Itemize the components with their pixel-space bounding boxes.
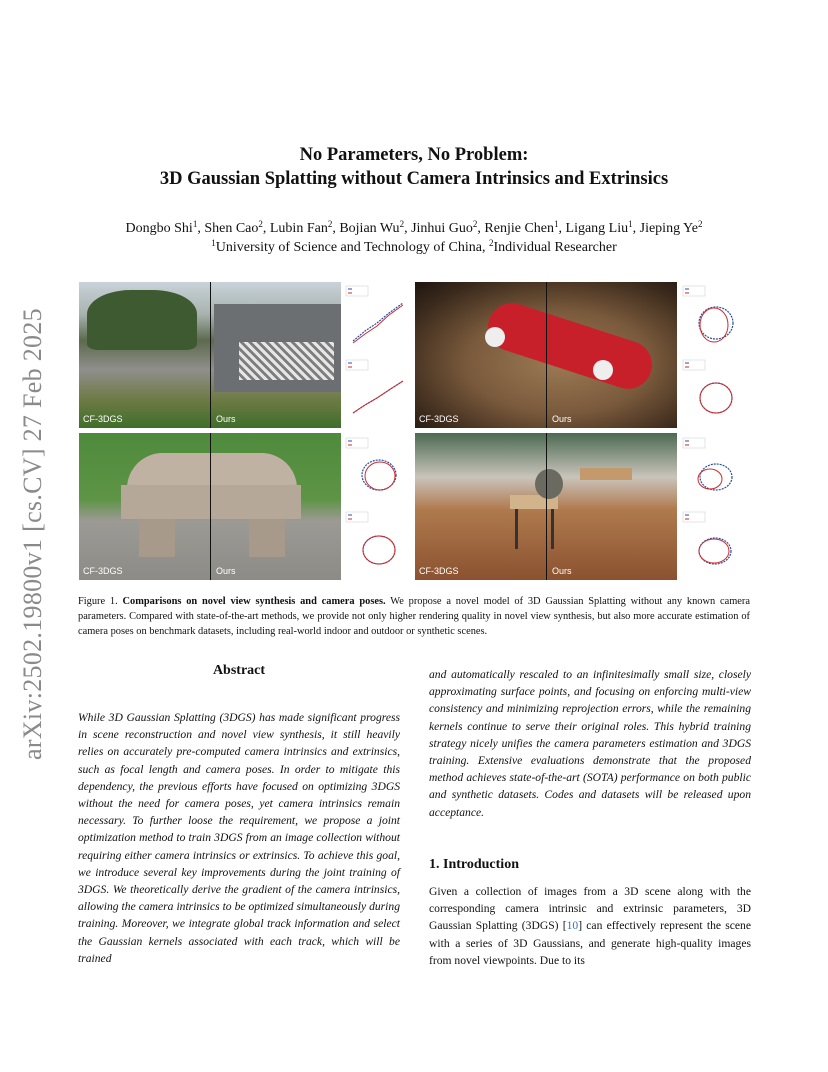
abstract-text: While 3D Gaussian Splatting (3DGS) has made significant progress in scene reconstruction and novel view synthesis, it still heavily relies on accurately pre-computed camera intrinsics and extrinsics, such as focal length and camera poses. In order to mitigate this dependency, the previous efforts have focused on optimizing 3DGS without the need for camera poses, yet camera intrinsics remain necessary. To further loose the requirement, we propose a joint optimization method to train 3DGS from an image collection without requiring either camera intrinsics or extrinsics. To achieve this goal, we introduce several key improvements during the joint training of 3DGS. We theoretically derive the gradient of the camera intrinsics, allowing the camera intrinsics to be optimized simultaneously during training. Moreover, we integrate global track information and select the Gaussian kernels associated with each track, which will be trained [78,711,400,965]
figure-caption-label: Figure 1. [78,596,118,607]
pose-plot-skateboard-cf3dgs [680,283,748,351]
introduction-heading: 1. Introduction [429,857,519,872]
figure-panel-outdoor-scene [79,282,341,428]
arxiv-identifier: arXiv:2502.19800v1 [cs.CV] 27 Feb 2025 [18,308,47,760]
affiliations: $^1$University of Science and Technology of China, $^2$Individual Researcher [211,238,617,255]
pose-plot-classroom-cf3dgs [680,435,748,503]
figure-caption [78,594,750,639]
figure-caption-body: We propose a novel model of 3D Gaussian Splatting without any known camera parameters. Compared with state-of-the-art methods, we provide not only higher rendering quality in novel view synthesis, but also more accurate estimation of camera poses on benchmark datasets, including real-world indoor and outdoor or synthetic scenes. [78,596,750,637]
figure-split-line [546,282,547,428]
figure-label-cf3dgs: CF-3DGS [419,414,459,424]
author-list: Dongbo Shi$^1$, Shen Cao$^2$, Lubin Fan$^2$, Bojian Wu$^2$, Jinhui Guo$^2$, Renjie Chen$^1$, Ligang Liu$^1$, Jieping Ye$^2$ [125,219,703,236]
pose-plot-skateboard-ours [680,357,748,425]
figure-split-line [546,433,547,580]
author-3: Lubin Fan$^2$ [269,219,333,236]
author-7: Ligang Liu$^1$ [565,219,633,236]
figure-label-ours: Ours [552,414,572,424]
author-5: Jinhui Guo$^2$ [411,219,478,236]
figure-label-ours: Ours [552,566,572,576]
figure-label-ours: Ours [216,566,236,576]
pose-plot-bench-ours [343,509,411,577]
figure-panel-bench-scene [79,433,341,580]
figure-panel-classroom-scene [415,433,677,580]
figure-split-line [210,433,211,580]
citation-link[interactable]: 10 [566,919,579,933]
author-8: Jieping Ye$^2$ [639,219,703,236]
figure-label-ours: Ours [216,414,236,424]
abstract-heading: Abstract [212,663,266,678]
figure-split-line [210,282,211,428]
figure-label-cf3dgs: CF-3DGS [83,414,123,424]
pose-plot-classroom-ours [680,509,748,577]
author-1: Dongbo Shi$^1$ [125,219,198,236]
pose-plot-outdoor-ours [343,357,411,425]
figure-caption-title: Comparisons on novel view synthesis and camera poses. [122,596,386,607]
figure-panel-skateboard-scene [415,282,677,428]
pose-plot-bench-cf3dgs [343,435,411,503]
paper-title-line-2: 3D Gaussian Splatting without Camera Intrinsics and Extrinsics [159,169,669,189]
author-4: Bojian Wu$^2$ [339,219,405,236]
author-2: Shen Cao$^2$ [204,219,263,236]
author-6: Renjie Chen$^1$ [484,219,559,236]
abstract-text-continued: and automatically rescaled to an infinitesimally small size, closely approximating surface points, and focusing on enforcing multi-view consistency and minimizing reprojection errors, while the remaining kernels continue to serve their original roles. This hybrid training strategy nicely unifies the camera parameters estimation and 3DGS training. Extensive evaluations demonstrate that the proposed method achieves state-of-the-art (SOTA) performance on both public and synthetic datasets. Codes and datasets will be released upon acceptance. [429,668,751,819]
introduction-text: Given a collection of images from a 3D scene along with the corresponding camera intrinsic and extrinsic parameters, 3D Gaussian Splatting (3DGS) [10] can effectively represent the scene with a series of 3D Gaussians, and generate high-quality images from novel viewpoints. Due to its [429,885,751,967]
paper-title-line-1: No Parameters, No Problem: [299,145,529,165]
figure-label-cf3dgs: CF-3DGS [83,566,123,576]
pose-plot-outdoor-cf3dgs [343,283,411,351]
figure-label-cf3dgs: CF-3DGS [419,566,459,576]
